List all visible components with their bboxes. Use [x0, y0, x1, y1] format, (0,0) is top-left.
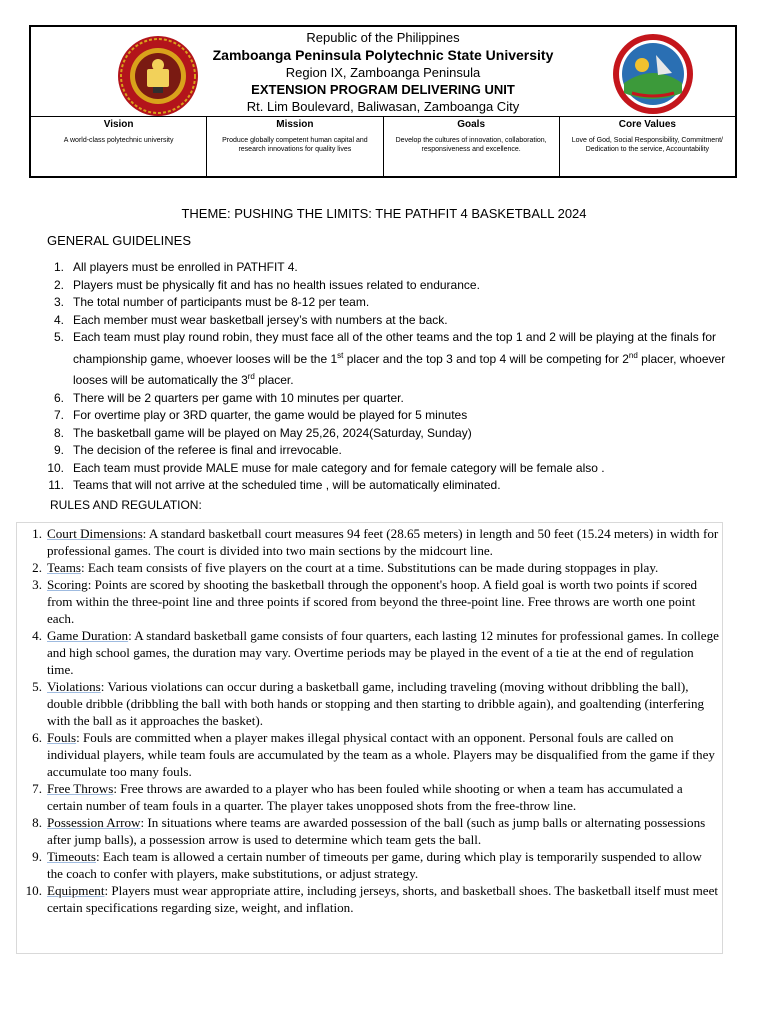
unit-name: EXTENSION PROGRAM DELIVERING UNIT — [251, 82, 515, 97]
guideline-text: The basketball game will be played on May 25,26, 2024(Saturday, Sunday) — [73, 425, 472, 440]
vision-text: A world-class polytechnic university — [63, 137, 174, 144]
core-values-text: Love of God, Social Responsibility, Commitment/ Dedication to the service, Accountability — [571, 137, 723, 153]
list-item: 5. Violations: Various violations can occur during a basketball game, including traveling (moving without dribbling the ball), double dribble (dribbling the ball with both hands or stopping and then starting to dribble again), and goaltending (interfering with the ball as it approaches the basket). — [32, 679, 705, 728]
rule-term: Equipment — [47, 883, 105, 898]
guideline-5-part: placer. — [254, 373, 294, 387]
list-item: 2. Players must be physically fit and has no health issues related to endurance. — [53, 277, 480, 292]
mission-heading: Mission — [276, 119, 314, 130]
list-item: 8. Possession Arrow: In situations where teams are awarded possession of the ball (such as jump balls or alternating possessions after jump balls), a possession arrow is used to determine which team gets the ball. — [32, 815, 706, 847]
vision-column — [31, 117, 207, 176]
list-item: 3. Scoring: Points are scored by shooting the basketball through the opponent's hoop. A field goal is worth two points if scored from within the three-point line and three points if scored from beyond the three-point line. Free throws are worth one point each. — [32, 577, 698, 626]
rule-text: : Players must wear appropriate attire, including jerseys, shorts, and basketball shoes. The basketball itself must meet certain specifications regarding size, weight, and inflation. — [47, 883, 719, 915]
goals-text: Develop the cultures of innovation, collaboration, responsiveness and excellence. — [395, 137, 547, 153]
rule-text: : Each team consists of five players on the court at a time. Substitutions can be made during stoppages in play. — [81, 560, 659, 575]
rule-term: Timeouts — [47, 849, 96, 864]
list-item: 3. The total number of participants must be 8-12 per team. — [53, 295, 370, 309]
rules-box — [16, 522, 723, 954]
ordinal-suffix: nd — [628, 350, 638, 360]
rule-term: Free Throws — [47, 781, 114, 796]
list-item: 5. Each team must play round robin, they must face all of the other teams and the top 1 and 2 will be playing at the finals for championship game, whoever looses will be the 1st placer and the top 3 and top 4 will be competing for 2nd placer, whoever looses will be automatically the 3rd placer. — [53, 330, 726, 387]
ordinal-suffix: st — [337, 350, 344, 360]
guideline-text: The total number of participants must be 8-12 per team. — [73, 295, 370, 309]
guideline-5-part: placer, whoever looses will be automatically the 3 — [73, 351, 726, 387]
ordinal-suffix: rd — [247, 372, 255, 381]
rules-list — [17, 525, 722, 916]
theme-title: THEME: PUSHING THE LIMITS: THE PATHFIT 4 BASKETBALL 2024 — [181, 206, 587, 221]
guideline-text: Players must be physically fit and has no health issues related to endurance. — [73, 277, 480, 292]
guideline-text: Each team must provide MALE muse for male category and for female category will be female also . — [73, 460, 605, 475]
guideline-text — [73, 330, 725, 387]
guideline-5-part: placer and the top 3 and top 4 will be competing for 2 — [343, 351, 629, 366]
guideline-text: For overtime play or 3RD quarter, the game would be played for 5 minutes — [73, 408, 468, 422]
guideline-5-part: Each team must play round robin, they must face all of the other teams and the top 1 and 2 will be playing at the finals for championship game, whoever looses will be the 1 — [73, 330, 717, 366]
list-item: 1. Court Dimensions: A standard basketball court measures 94 feet (28.65 meters) in length and 50 feet (15.24 meters) in width for professional games. The court is divided into two main sections by the midcourt line. — [32, 526, 719, 558]
republic-line: Republic of the Philippines — [306, 30, 460, 45]
region-line: Region IX, Zamboanga Peninsula — [285, 65, 481, 80]
core-values-column — [560, 117, 735, 176]
letterhead — [29, 25, 737, 178]
mission-column — [207, 117, 383, 176]
rule-term: Possession Arrow — [47, 815, 141, 830]
rule-term: Violations — [47, 679, 101, 694]
list-item: 10. Each team must provide MALE muse for male category and for female category will be female also . — [47, 460, 605, 475]
list-item: 7. Free Throws: Free throws are awarded to a player who has been fouled while shooting or when a team has accumulated a certain number of team fouls in a quarter. The player takes unopposed shots from the free-throw line. — [32, 781, 683, 813]
guideline-text: The decision of the referee is final and irrevocable. — [73, 443, 342, 457]
list-item: 6. Fouls: Fouls are committed when a player makes illegal physical contact with an opponent. Personal fouls are called on individual players, while team fouls are accumulated by the team as a whole. Players may be disqualified from the game if they accumulate too many fouls. — [32, 730, 715, 779]
mission-vision-row — [31, 117, 735, 176]
list-item: 9. Timeouts: Each team is allowed a certain number of timeouts per game, during which play is temporarily suspended to allow the coach to confer with players, make substitutions, or adjust strategy. — [32, 849, 702, 881]
mission-text: Produce globally competent human capital and research innovations for quality lives — [222, 137, 368, 153]
rule-text: : Points are scored by shooting the basketball through the opponent's hoop. A field goal is worth two points if scored from within the three-point line and three points if scored from beyond the three-point line. Free throws are worth one point each. — [47, 577, 698, 626]
list-item: 8. The basketball game will be played on May 25,26, 2024(Saturday, Sunday) — [53, 425, 472, 440]
rule-text: : Free throws are awarded to a player who has been fouled while shooting or when a team has accumulated a certain number of team fouls in a quarter. The player takes unopposed shots from the free-throw line. — [47, 781, 683, 813]
goals-heading: Goals — [457, 119, 486, 130]
list-item: 11. Teams that will not arrive at the scheduled time , will be automatically eliminated. — [48, 478, 501, 492]
general-guidelines-heading: GENERAL GUIDELINES — [47, 233, 192, 248]
guideline-text: All players must be enrolled in PATHFIT 4. — [73, 260, 298, 274]
list-item: 10. Equipment: Players must wear appropriate attire, including jerseys, shorts, and basketball shoes. The basketball itself must meet certain specifications regarding size, weight, and inflation. — [25, 883, 719, 915]
rule-term: Fouls — [47, 730, 77, 745]
goals-column — [384, 117, 560, 176]
rules-heading: RULES AND REGULATION: — [50, 498, 202, 512]
letterhead-top — [31, 27, 735, 117]
address-line: Rt. Lim Boulevard, Baliwasan, Zamboanga City — [246, 99, 520, 114]
list-item: 9. The decision of the referee is final and irrevocable. — [53, 443, 342, 457]
university-name: Zamboanga Peninsula Polytechnic State University — [212, 47, 554, 63]
guideline-text: Teams that will not arrive at the scheduled time , will be automatically eliminated. — [73, 478, 501, 492]
list-item: 4. Game Duration: A standard basketball game consists of four quarters, each lasting 12 minutes for professional games. In college and high school games, the duration may vary. Overtime periods may be played in the event of a tie at the end of regulation time. — [32, 628, 719, 677]
rule-term: Scoring — [47, 577, 88, 592]
extension-program-logo — [612, 33, 694, 115]
core-values-heading: Core Values — [618, 119, 676, 130]
rule-text: : In situations where teams are awarded possession of the ball (such as jump balls or alternating possessions after jump balls), a possession arrow is used to determine which team gets the ball. — [47, 815, 706, 847]
list-item: 4. Each member must wear basketball jersey’s with numbers at the back. — [53, 312, 448, 327]
rule-term: Teams — [47, 560, 81, 575]
list-item: 7. For overtime play or 3RD quarter, the game would be played for 5 minutes — [53, 408, 468, 422]
rule-text: : A standard basketball court measures 94 feet (28.65 meters) in length and 50 feet (15.24 meters) in width for professional games. The court is divided into two main sections by the midcourt line. — [47, 526, 719, 558]
rule-text: : Fouls are committed when a player makes illegal physical contact with an opponent. Personal fouls are called on individual players, while team fouls are accumulated by the team as a whole. Players may be disqualified from the game if they accumulate too many fouls. — [47, 730, 715, 779]
guidelines-list — [30, 259, 730, 495]
rule-text: : A standard basketball game consists of four quarters, each lasting 12 minutes for professional games. In college and high school games, the duration may vary. Overtime periods may be played in the event of a tie at the end of regulation time. — [47, 628, 719, 677]
guideline-text: There will be 2 quarters per game with 10 minutes per quarter. — [73, 390, 404, 405]
vision-heading: Vision — [103, 119, 134, 130]
rule-term: Court Dimensions — [47, 526, 143, 541]
guideline-text: Each member must wear basketball jersey’s with numbers at the back. — [73, 312, 448, 327]
list-item: 2. Teams: Each team consists of five players on the court at a time. Substitutions can be made during stoppages in play. — [32, 560, 659, 575]
rule-text: : Various violations can occur during a basketball game, including traveling (moving without dribbling the ball), double dribble (dribbling the ball with both hands or stopping and then starting to dribble again), and goaltending (interfering with the ball as it approaches the basket). — [47, 679, 705, 728]
list-item: 6. There will be 2 quarters per game with 10 minutes per quarter. — [53, 390, 404, 405]
list-item: 1. All players must be enrolled in PATHFIT 4. — [53, 260, 298, 274]
rule-text: : Each team is allowed a certain number of timeouts per game, during which play is temporarily suspended to allow the coach to confer with players, make substitutions, or adjust strategy. — [47, 849, 702, 881]
rule-term: Game Duration — [47, 628, 129, 643]
